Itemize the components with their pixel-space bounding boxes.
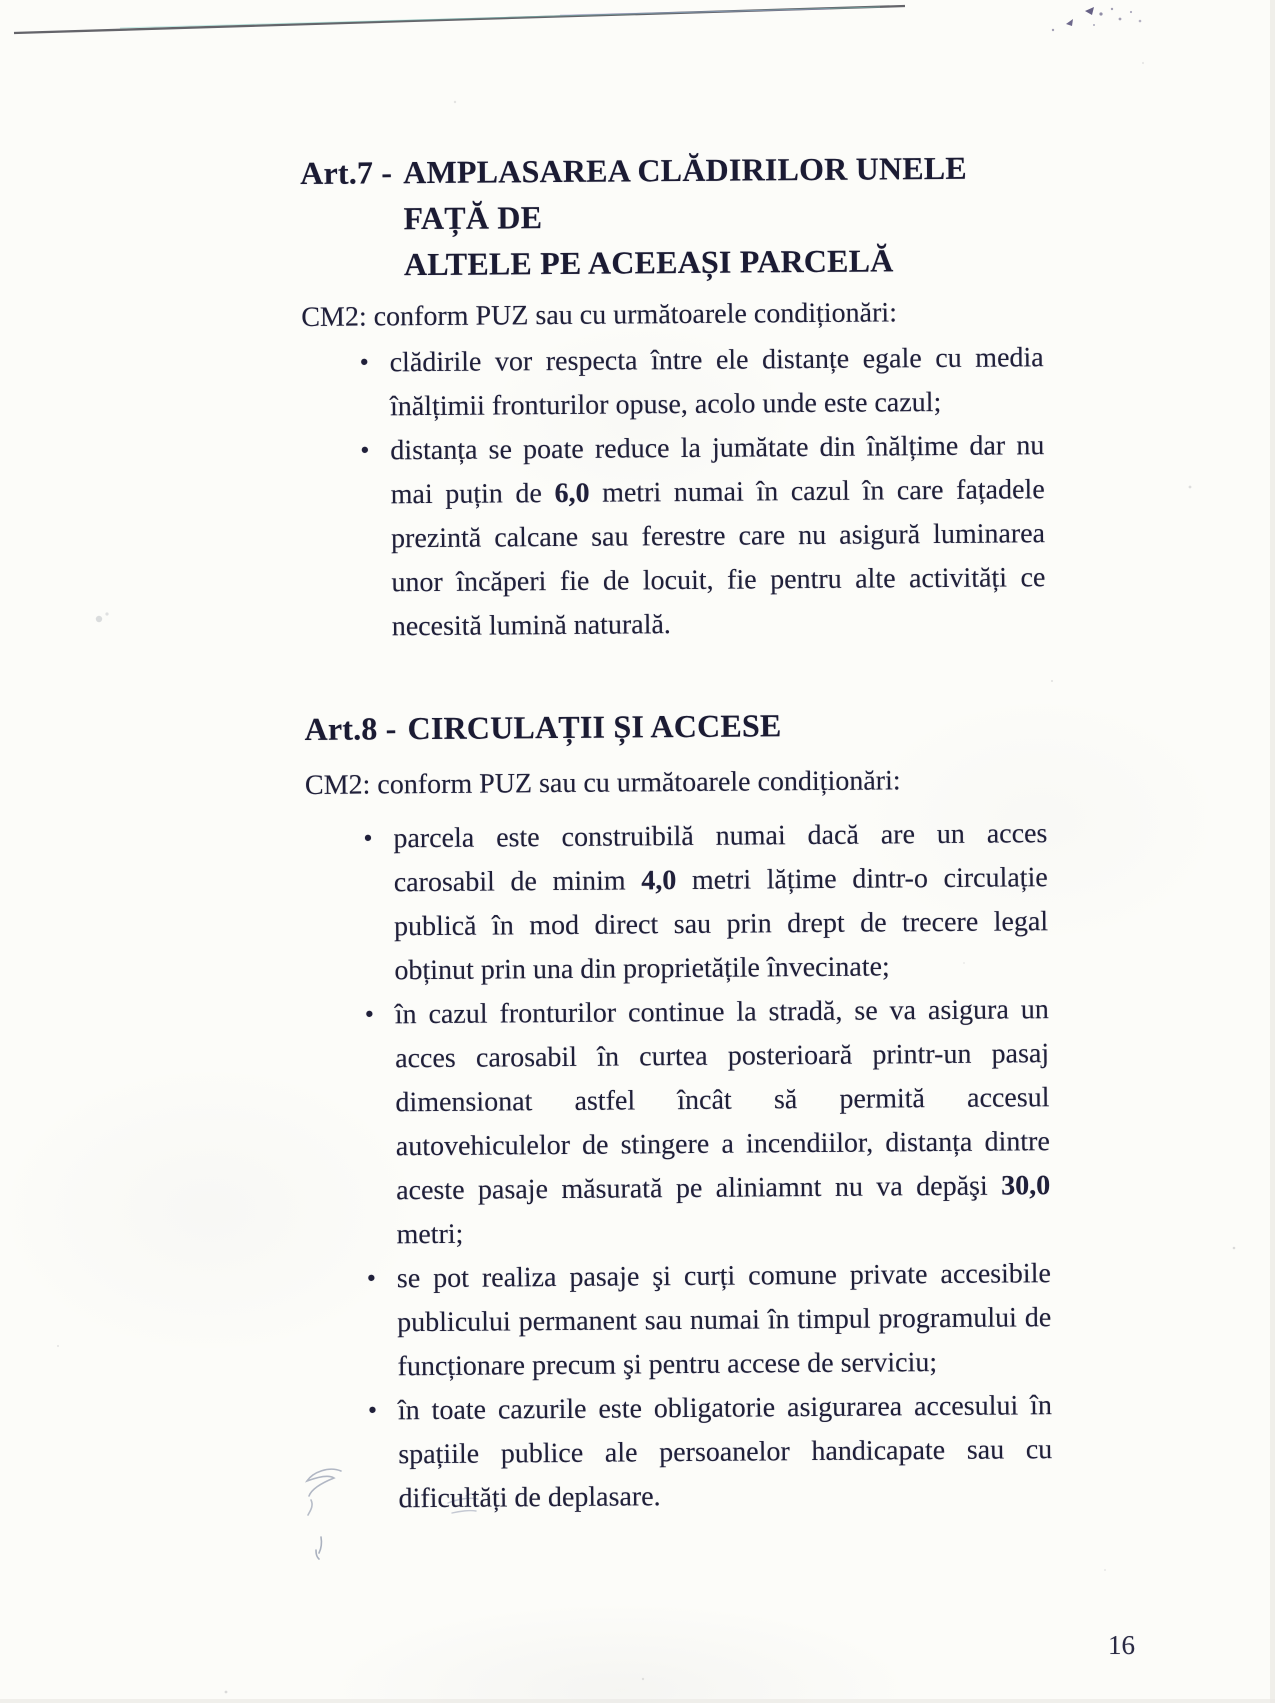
article-7-heading <box>300 144 1043 288</box>
bullet-text <box>397 1252 1052 1389</box>
article-8-bullet-list <box>393 812 1053 1521</box>
bullet-dot-icon <box>368 1388 377 1432</box>
bullet-dot-icon <box>365 992 374 1036</box>
bullet-text-segment: metri lățime dintr-o circulație publică în mod direct sau prin drept de trecere legal obținut prin una din proprietățile învecinate; <box>393 862 1049 987</box>
smudge-mark <box>96 612 109 622</box>
article-8-title-line-1: CIRCULAȚII ȘI ACCESE <box>407 707 782 747</box>
bullet-text <box>393 812 1048 993</box>
list-item <box>398 1384 1053 1521</box>
bullet-text-segment: în cazul fronturilor continue la stradă, se va asigura un acces carosabil în curtea posterioară printr-un pasaj dimensionat astfel încât să permită accesul autovehiculelor de stingere a incendiilor, distanța dintre aceste pasaje măsurată pe aliniamnt nu va depăşi <box>394 994 1050 1207</box>
bullet-text-segment: se pot realiza pasaje şi curți comune private accesibile publicului permanent sau numai în timpul programului de funcționare precum şi pentru accese de serviciu; <box>396 1258 1052 1383</box>
bullet-text <box>390 424 1046 649</box>
ink-marks-top-right-icon <box>1052 7 1141 31</box>
article-7-cm2-intro: CM2: conform PUZ sau cu următoarele condiționări: <box>301 297 898 333</box>
list-item <box>395 988 1051 1257</box>
bullet-text <box>395 988 1051 1257</box>
list-item <box>390 424 1046 649</box>
bullet-bold-value: 6,0 <box>554 477 590 510</box>
scan-edge-line <box>14 6 905 33</box>
article-7-title-line-1: AMPLASAREA CLĂDIRILOR UNELE FAȚĂ DE <box>403 149 968 237</box>
document-text-block <box>300 144 1053 1522</box>
bullet-dot-icon <box>363 816 372 860</box>
article-7-label: Art.7 - <box>300 154 393 191</box>
bullet-text-segment: parcela este construibilă numai dacă are un acces carosabil de minim <box>393 818 1048 899</box>
bullet-dot-icon <box>360 428 369 472</box>
bullet-text-segment: în toate cazurile este obligatorie asigurarea accesului în spațiile publice ale persoanelor handicapate sau cu dificultăți de deplasare. <box>397 1390 1053 1515</box>
article-7-bullet-list <box>390 336 1046 649</box>
bullet-text-segment: metri; <box>396 1218 464 1251</box>
list-item <box>390 336 1045 429</box>
article-8-heading <box>304 700 1046 752</box>
bullet-dot-icon <box>359 340 368 384</box>
bullet-bold-value: 30,0 <box>1001 1170 1051 1202</box>
bullet-text-segment: metri numai în cazul în care fațadele prezintă calcane sau ferestre care nu asigură luminarea unor încăperi fie de locuit, fie pentru alte activități ce necesită lumină naturală. <box>390 474 1046 643</box>
bullet-text-segment: distanța se poate reduce la jumătate din înălțime dar nu mai puțin de <box>390 430 1045 511</box>
bullet-bold-value: 4,0 <box>641 865 677 897</box>
bullet-text <box>390 336 1045 429</box>
list-item <box>397 1252 1052 1389</box>
page-number: 16 <box>1108 1630 1135 1660</box>
bullet-dot-icon <box>367 1256 376 1300</box>
list-item <box>393 812 1048 993</box>
bullet-text <box>398 1384 1053 1521</box>
article-7-title <box>403 144 1043 287</box>
article-8-label: Art.8 - <box>304 710 397 747</box>
article-8-cm2-intro: CM2: conform PUZ sau cu următoarele condiționări: <box>304 765 901 801</box>
bullet-text-segment: clădirile vor respecta între ele distanțe egale cu media înălțimii fronturilor opuse, acolo unde este cazul; <box>389 342 1044 423</box>
article-7-title-line-2: ALTELE PE ACEEAȘI PARCELĂ <box>403 242 894 283</box>
article-8-title <box>407 702 781 751</box>
